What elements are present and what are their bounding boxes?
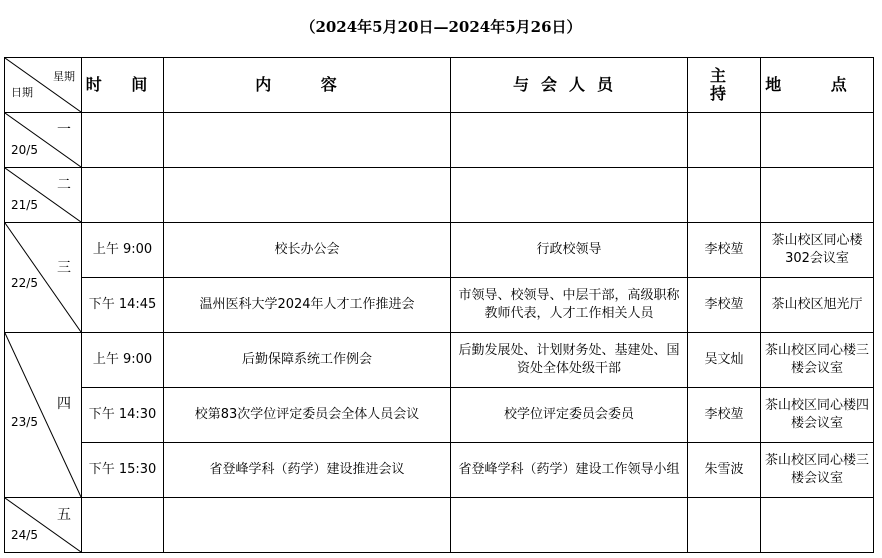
content-cell: 后勤保障系统工作例会 — [164, 333, 451, 388]
header-time: 时 间 — [82, 58, 164, 113]
time-cell — [82, 113, 164, 168]
host-cell: 李校堃 — [688, 223, 761, 278]
table-row — [5, 113, 874, 168]
header-attendees: 与会人员 — [451, 58, 688, 113]
attendees-cell: 省登峰学科（药学）建设工作领导小组 — [451, 443, 688, 498]
host-cell — [688, 168, 761, 223]
date-label: 21/5 — [11, 198, 38, 212]
date-label: 23/5 — [11, 415, 38, 429]
content-cell: 校第83次学位评定委员会全体人员会议 — [164, 388, 451, 443]
location-cell: 茶山校区同心楼三楼会议室 — [761, 333, 874, 388]
content-cell: 省登峰学科（药学）建设推进会议 — [164, 443, 451, 498]
header-corner — [5, 58, 82, 113]
table-row — [5, 278, 874, 333]
day-cell-friday — [5, 498, 82, 553]
table-row — [5, 388, 874, 443]
weekday-label: 三 — [57, 260, 71, 276]
attendees-cell — [451, 113, 688, 168]
time-cell: 下午 15:30 — [82, 443, 164, 498]
time-cell: 上午 9:00 — [82, 333, 164, 388]
attendees-cell — [451, 168, 688, 223]
table-row — [5, 168, 874, 223]
table-row — [5, 443, 874, 498]
attendees-cell: 后勤发展处、计划财务处、基建处、国资处全体处级干部 — [451, 333, 688, 388]
table-row — [5, 498, 874, 553]
date-label: 22/5 — [11, 276, 38, 290]
header-week-label: 星期 — [53, 70, 75, 83]
weekday-label: 一 — [57, 122, 71, 138]
location-cell: 茶山校区同心楼302会议室 — [761, 223, 874, 278]
day-cell-tuesday — [5, 168, 82, 223]
location-cell: 茶山校区旭光厅 — [761, 278, 874, 333]
time-cell: 下午 14:30 — [82, 388, 164, 443]
content-cell — [164, 498, 451, 553]
day-cell-wednesday — [5, 223, 82, 333]
date-label: 20/5 — [11, 143, 38, 157]
attendees-cell: 校学位评定委员会委员 — [451, 388, 688, 443]
header-location: 地 点 — [761, 58, 874, 113]
location-cell: 茶山校区同心楼四楼会议室 — [761, 388, 874, 443]
host-cell: 朱雪波 — [688, 443, 761, 498]
weekday-label: 五 — [57, 507, 71, 523]
location-cell — [761, 498, 874, 553]
weekday-label: 二 — [57, 177, 71, 193]
schedule-table — [4, 57, 874, 553]
host-cell — [688, 498, 761, 553]
time-cell — [82, 168, 164, 223]
host-cell: 李校堃 — [688, 388, 761, 443]
header-date-label: 日期 — [11, 86, 33, 99]
content-cell: 校长办公会 — [164, 223, 451, 278]
time-cell: 上午 9:00 — [82, 223, 164, 278]
table-row — [5, 223, 874, 278]
attendees-cell — [451, 498, 688, 553]
attendees-cell: 行政校领导 — [451, 223, 688, 278]
header-host: 主 持 — [688, 58, 761, 113]
day-cell-monday — [5, 113, 82, 168]
weekday-label: 四 — [57, 396, 71, 412]
host-cell — [688, 113, 761, 168]
header-row — [5, 58, 874, 113]
location-cell — [761, 168, 874, 223]
time-cell — [82, 498, 164, 553]
day-cell-thursday — [5, 333, 82, 498]
header-content: 内 容 — [164, 58, 451, 113]
time-cell: 下午 14:45 — [82, 278, 164, 333]
table-row — [5, 333, 874, 388]
content-cell — [164, 113, 451, 168]
location-cell: 茶山校区同心楼三楼会议室 — [761, 443, 874, 498]
date-label: 24/5 — [11, 528, 38, 542]
location-cell — [761, 113, 874, 168]
page-title: （2024年5月20日—2024年5月26日） — [300, 18, 582, 36]
content-cell — [164, 168, 451, 223]
host-cell: 李校堃 — [688, 278, 761, 333]
attendees-cell: 市领导、校领导、中层干部，高级职称教师代表，人才工作相关人员 — [451, 278, 688, 333]
host-cell: 吴文灿 — [688, 333, 761, 388]
content-cell: 温州医科大学2024年人才工作推进会 — [164, 278, 451, 333]
